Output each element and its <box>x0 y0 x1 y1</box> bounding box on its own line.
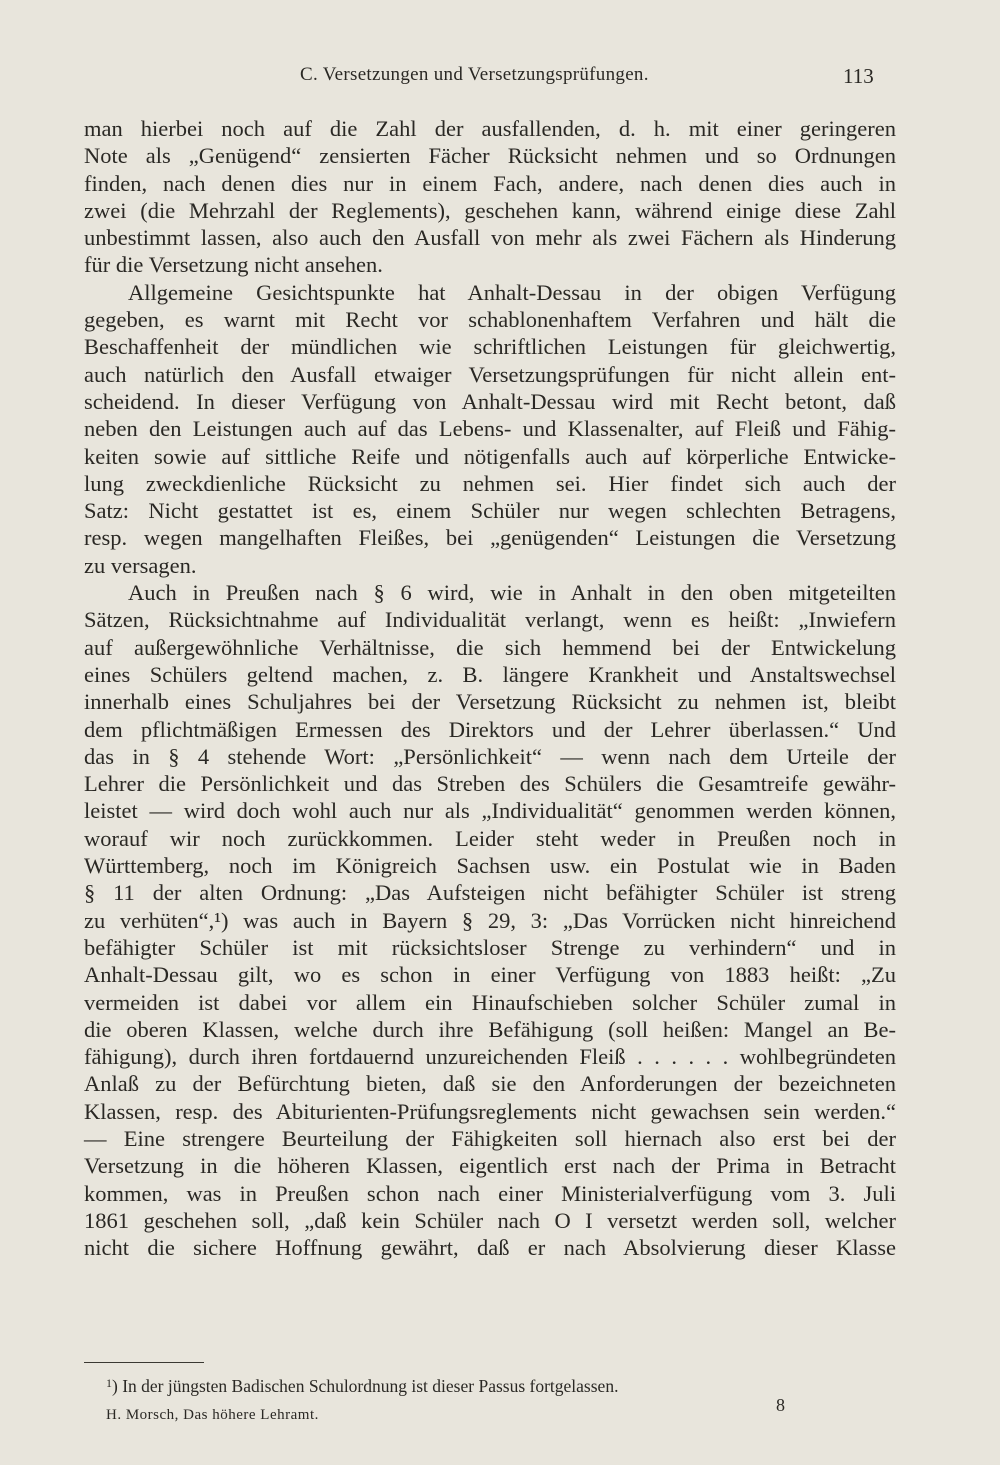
text-line: eines Schülers geltend machen, z. B. längere Krankheit und Anstaltswechsel <box>84 661 896 687</box>
text-line: man hierbei noch auf die Zahl der ausfallenden, d. h. mit einer geringeren <box>84 116 896 141</box>
text-line: neben den Leistungen auch auf das Lebens- und Klassenalter, auf Fleiß und Fähig- <box>84 416 896 442</box>
text-line: leistet — wird doch wohl auch nur als „Individualität“ genommen werden können, <box>84 798 896 824</box>
text-line: befähigter Schüler ist mit rücksichtsloser Strenge zu verhindern“ und in <box>84 934 896 960</box>
footnote-rule <box>84 1362 204 1363</box>
text-line: 1861 geschehen soll, „daß kein Schüler nach O I versetzt werden soll, welcher <box>84 1207 896 1233</box>
text-line: auch natürlich den Ausfall etwaiger Versetzungsprüfungen für nicht allein ent- <box>84 361 896 387</box>
paragraph-start: Auch in Preußen nach § 6 wird, wie in Anhalt in den oben mitgeteilten <box>128 580 896 606</box>
text-line: Württemberg, noch im Königreich Sachsen usw. ein Postulat wie in Baden <box>84 853 896 879</box>
text-line: auf außergewöhnliche Verhältnisse, die sich hemmend bei der Entwickelung <box>84 634 896 660</box>
text-line: für die Versetzung nicht ansehen. <box>84 252 383 278</box>
running-head <box>0 64 1000 94</box>
text-line: fähigung), durch ihren fortdauernd unzureichenden Fleiß . . . . . . wohlbegründeten <box>84 1044 896 1070</box>
text-line: innerhalb eines Schuljahres bei der Versetzung Rücksicht zu nehmen ist, bleibt <box>84 689 896 715</box>
text-line: Anhalt-Dessau gilt, wo es schon in einer Verfügung von 1883 heißt: „Zu <box>84 962 896 988</box>
text-line: Klassen, resp. des Abiturienten-Prüfungsreglements nicht gewachsen sein werden.“ <box>84 1098 896 1124</box>
text-line: § 11 der alten Ordnung: „Das Aufsteigen nicht befähigter Schüler ist streng <box>84 880 896 906</box>
paragraph-start: Allgemeine Gesichtspunkte hat Anhalt-Dessau in der obigen Verfügung <box>128 279 896 305</box>
text-line: Note als „Genügend“ zensierten Fächer Rücksicht nehmen und so Ordnungen <box>84 143 896 169</box>
text-line: lung zweckdienliche Rücksicht zu nehmen sei. Hier findet sich auch der <box>84 470 896 496</box>
text-line: unbestimmt lassen, also auch den Ausfall von mehr als zwei Fächern als Hinderung <box>84 225 896 251</box>
text-line: resp. wegen mangelhaften Fleißes, bei „genügenden“ Leistungen die Versetzung <box>84 525 896 551</box>
footnote-text: ) In der jüngsten Badischen Schulordnung ist dieser Passus fortgelassen. <box>112 1376 619 1396</box>
text-line: das in § 4 stehende Wort: „Persönlichkeit“ — wenn nach dem Urteile der <box>84 743 896 769</box>
text-line: zwei (die Mehrzahl der Reglements), geschehen kann, während einige diese Zahl <box>84 197 896 223</box>
text-line: zu versagen. <box>84 552 197 578</box>
body-text <box>84 115 896 1261</box>
text-line: dem pflichtmäßigen Ermessen des Direktors und der Lehrer überlassen.“ Und <box>84 716 896 742</box>
text-line: Sätzen, Rücksichtnahme auf Individualität verlangt, wenn es heißt: „Inwiefern <box>84 607 896 633</box>
text-line: finden, nach denen dies nur in einem Fach, andere, nach denen dies auch in <box>84 170 896 196</box>
text-line: keiten sowie auf sittliche Reife und nötigenfalls auch auf körperliche Entwicke- <box>84 443 896 469</box>
text-line: Versetzung in die höheren Klassen, eigentlich erst nach der Prima in Betracht <box>84 1153 896 1179</box>
text-line: Beschaffenheit der mündlichen wie schriftlichen Leistungen für gleichwertig, <box>84 334 896 360</box>
text-line: Satz: Nicht gestattet ist es, einem Schüler nur wegen schlechten Betragens, <box>84 498 896 524</box>
signature-author-title: H. Morsch, Das höhere Lehramt. <box>106 1407 319 1423</box>
page-number: 113 <box>843 64 874 88</box>
text-line: Anlaß zu der Befürchtung bieten, daß sie den Anforderungen der bezeichneten <box>84 1071 896 1097</box>
running-head-title: C. Versetzungen und Versetzungsprüfungen. <box>300 64 649 85</box>
text-line: nicht die sichere Hoffnung gewährt, daß er nach Absolvierung dieser Klasse <box>84 1235 896 1261</box>
footnote-marker: 1 <box>106 1376 112 1390</box>
text-line: kommen, was in Preußen schon nach einer Ministerialverfügung vom 3. Juli <box>84 1180 896 1206</box>
text-line: worauf wir noch zurückkommen. Leider steht weder in Preußen noch in <box>84 825 896 851</box>
text-line: scheidend. In dieser Verfügung von Anhalt-Dessau wird mit Recht betont, daß <box>84 388 896 414</box>
sheet-number: 8 <box>776 1395 785 1415</box>
text-line: — Eine strengere Beurteilung der Fähigkeiten soll hiernach also erst bei der <box>84 1125 896 1151</box>
text-line: gegeben, es warnt mit Recht vor schablonenhaftem Verfahren und hält die <box>84 307 896 333</box>
text-line: vermeiden ist dabei vor allem ein Hinaufschieben solcher Schüler zumal in <box>84 989 896 1015</box>
footnote <box>106 1376 618 1397</box>
text-line: die oberen Klassen, welche durch ihre Befähigung (soll heißen: Mangel an Be- <box>84 1016 896 1042</box>
text-line: Lehrer die Persönlichkeit und das Streben des Schülers die Gesamtreife gewähr- <box>84 771 896 797</box>
text-line: zu verhüten“,¹) was auch in Bayern § 29, 3: „Das Vorrücken nicht hinreichend <box>84 907 896 933</box>
